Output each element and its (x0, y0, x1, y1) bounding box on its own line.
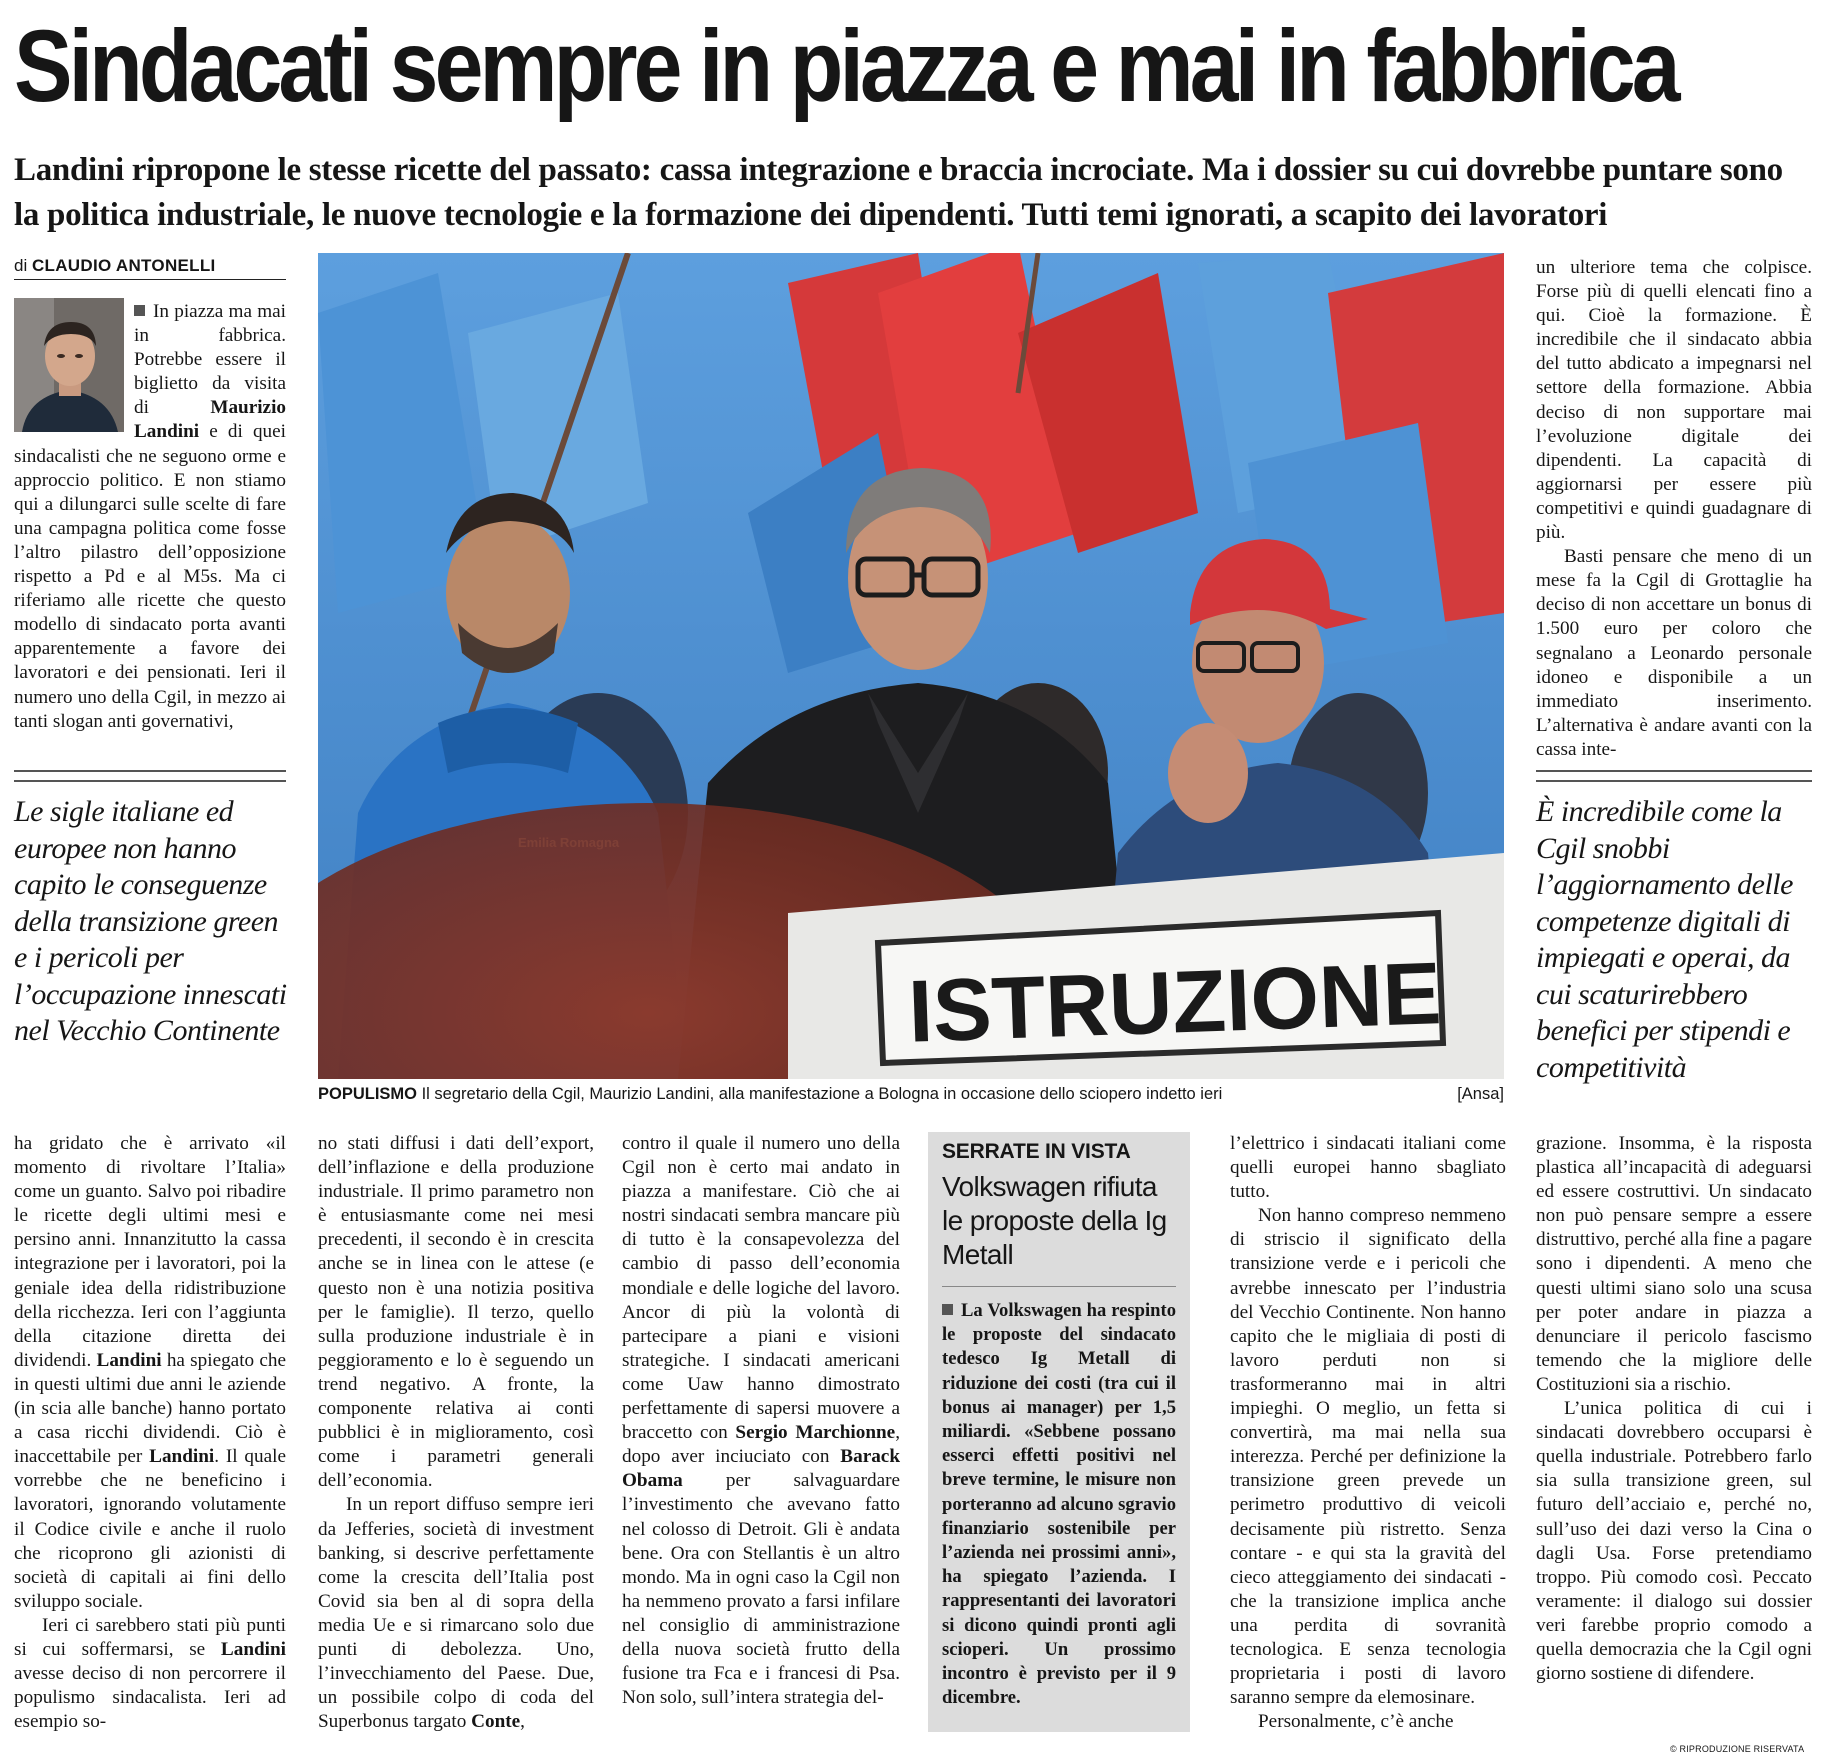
caption-text: Il segretario della Cgil, Maurizio Landini, alla manifestazione a Bologna in occasione dello sciopero indetto ieri (417, 1085, 1223, 1103)
headline: Sindacati sempre in piazza e mai in fabbrica (14, 9, 1677, 123)
banner-text: ISTRUZIONE (906, 943, 1443, 1061)
photo-caption (318, 1083, 1504, 1105)
article-col-b2: no stati diffusi i dati dell’export, dell’inflazione e della produzione industriale. Il primo parametro non è entusiasmante come nei mesi precedenti, il secondo è in crescita anche se in linea con le attese (e questo non è una notizia positiva per le famiglie). Il terzo, quello sulla produzione industriale è in peggioramento e lo è seguendo un trend negativo. A fronte, la componente relativa ai conti pubblici è in miglioramento, così come i parametri generali dell’economia. In un report diffuso sempre ieri da Jefferies, società di investment banking, si descrive perfettamente come la crescita dell’Italia post Covid sia ben al di sopra della media Ue e si rimarcano solo due punti di debolezza. Uno, l’invecchiamento del Paese. Due, un possibile colpo di coda del Superbonus targato Conte, (318, 1133, 594, 1733)
pullquote-left: Le sigle italiane ed europee non hanno capito le conseguenze della transizione green e i pericoli per l’occupazione innescati nel Vecchio Continente (14, 795, 287, 1047)
caption-label: POPULISMO (318, 1085, 418, 1103)
sidebox-volkswagen (928, 1132, 1190, 1732)
pullquote-right: È incredibile come la Cgil snobbi l’aggiornamento delle competenze digitali di impiegati e operai, da cui scaturirebbero benefici per stipendi e competitività (1536, 795, 1793, 1084)
copyright: © RIPRODUZIONE RISERVATA (1670, 1744, 1805, 1754)
article-col-1-top: In piazza ma mai in fabbrica. Potrebbe essere il biglietto da visita di Maurizio Landini e di quei sindacalisti che ne seguono orme e approccio politico. E non stiamo qui a dilungarci sulle scelte di fare una campagna politica come fosse l’altro pilastro dell’opposizione rispetto a Pd e al M5s. Ma ci riferiamo alle ricette che questo modello di sindacato porta avanti apparentemente a favore dei lavoratori e dei pensionati. Ieri il numero uno della Cgil, in mezzo ai tanti slogan anti governativi, (14, 301, 286, 732)
byline-author: CLAUDIO ANTONELLI (31, 256, 216, 275)
photo-credit: [Ansa] (1457, 1085, 1504, 1103)
article-col-b6: grazione. Insomma, è la risposta plastica all’incapacità di adeguarsi ed essere costruttivi. Un sindacato non può pensare sempre a essere distruttivo, perché alla fine a pagare sono i dipendenti. A meno che questi ultimi siano solo una scusa per poter andare in piazza a denunciare il pericolo fascismo temendo che la migliore delle Costituzioni sia a rischio. L’unica politica di cui i sindacati dovrebbero occuparsi è quella industriale. Potrebbero farlo sia sulla transizione green, sul futuro dell’acciaio e, perché no, sull’uso dei dazi verso la Cina o dagli Usa. Forse pretendiamo troppo. Più comodo così. Peccato veramente: il dialogo sui dossier veri farebbe proprio comodo a quella democrazia che la Cgil ogni giorno sostiene di difendere. (1536, 1133, 1812, 1685)
sidebox-text: La Volkswagen ha respinto le proposte del sindacato tedesco Ig Metall di riduzione dei costi (tra cui il bonus ai manager) per 1,5 miliardi. «Sebbene possano esserci effetti positivi nel breve termine, le misure non porteranno ad alcuno sgravio finanziario sostenibile per l’azienda nei prossimi anni», ha spiegato l’azienda. I rappresentanti dei lavoratori si dicono quindi pronti agli scioperi. Un prossimo incontro è previsto per il 9 dicembre. (942, 1300, 1176, 1709)
byline-prefix: di (14, 256, 28, 275)
landini-protest-photo (318, 253, 1504, 1079)
sidebox-title: Volkswagen rifiuta le proposte della Ig Metall (942, 1170, 1176, 1287)
article-col-b3: contro il quale il numero uno della Cgil non è certo mai andato in piazza a manifestare. Ciò che ai nostri sindacati sembra mancare più di tutto è la consapevolezza del cambio di passo dell’economia mondiale e delle logiche del lavoro. Ancor di più la volontà di partecipare a piani e visioni strategiche. I sindacati americani come Uaw hanno dimostrato perfettamente di sapersi muovere a braccetto con Sergio Marchionne, dopo aver inciuciato con Barack Obama per salvaguardare l’investimento che avevano fatto nel colosso di Detroit. Gli è andata bene. Ora con Stellantis è un altro mondo. Ma in ogni caso la Cgil non ha nemmeno provato a farsi infilare nel consiglio di amministrazione della nuova società frutto della fusione tra Fca e i francesi di Psa. Non solo, sull’intera strategia del- (622, 1133, 900, 1709)
paragraph-marker (942, 1304, 953, 1315)
paragraph-marker (134, 305, 145, 316)
name-maurizio-landini: Maurizio Landini (134, 397, 286, 443)
article-col-b5: l’elettrico i sindacati italiani come quelli europei hanno sbagliato tutto. Non hanno compreso nemmeno di striscio il significato della transizione verde e i pericoli che avrebbe innescato per l’industria del Vecchio Continente. Non hanno capito che le migliaia di posti di lavoro perduti non si trasformeranno mai in altri impieghi. O meglio, un fetta si convertirà, ma mai nella sua interezza. Perché per definizione la transizione green prevede un perimetro produttivo di veicoli decisamente più ristretto. Senza contare - e qui sta la gravità del cieco atteggiamento dei sindacati - che la transizione implica anche una perdita di sovranità tecnologica. E senza tecnologia proprietaria i posti di lavoro saranno sempre da elemosinare. Personalmente, c’è anche (1230, 1133, 1506, 1733)
quote-rule-right (1536, 770, 1812, 782)
sidebox-kicker: SERRATE IN VISTA (942, 1140, 1131, 1163)
article-col-right-top: un ulteriore tema che colpisce. Forse più di quelli elencati fino a qui. Cioè la formazione. È incredibile che il sindacato abbia del tutto abdicato a impegnarsi nel settore della formazione. Abbia deciso di non supportare mai l’evoluzione digitale dei dipendenti. La capacità di aggiornarsi per essere più competitivi e quindi guadagnare di più. Basti pensare che meno di un mese fa la Cgil di Grottaglie ha deciso di non accettare un bonus di 1.500 euro per coloro che segnalano a Leonardo personale idoneo e disponibile a un immediato inserimento. L’alternativa è andare avanti con la cassa inte- (1536, 257, 1812, 760)
article-col-b1: ha gridato che è arrivato «il momento di rivoltare l’Italia» come un guanto. Salvo poi ribadire le ricette degli ultimi mesi e persino anni. Innanzitutto la cassa integrazione per i lavoratori, poi la geniale idea della ridistribuzione della ricchezza. Ieri con l’aggiunta della citazione diretta dei dividendi. Landini ha spiegato che in questi ultimi due anni le aziende (in scia alle banche) hanno portato a casa ricchi dividendi. Ciò è inaccettabile per Landini. Il quale vorrebbe che ne beneficino i lavoratori, ignorando volutamente il Codice civile e anche il ruolo che ricoprono gli azionisti di società di capitali ai fini dello sviluppo sociale. Ieri ci sarebbero stati più punti si cui soffermarsi, se Landini avesse deciso di non percorrere il populismo sindacalista. Ieri ad esempio so- (14, 1133, 286, 1733)
subheadline: Landini ripropone le stesse ricette del passato: cassa integrazione e braccia incrociate. Ma i dossier su cui dovrebbe puntare sono la politica industriale, le nuove tecnologie e la formazione dei dipendenti. Tutti temi ignorati, a scapito dei lavoratori (14, 152, 1783, 233)
quote-rule (14, 770, 286, 782)
byline (14, 256, 286, 280)
